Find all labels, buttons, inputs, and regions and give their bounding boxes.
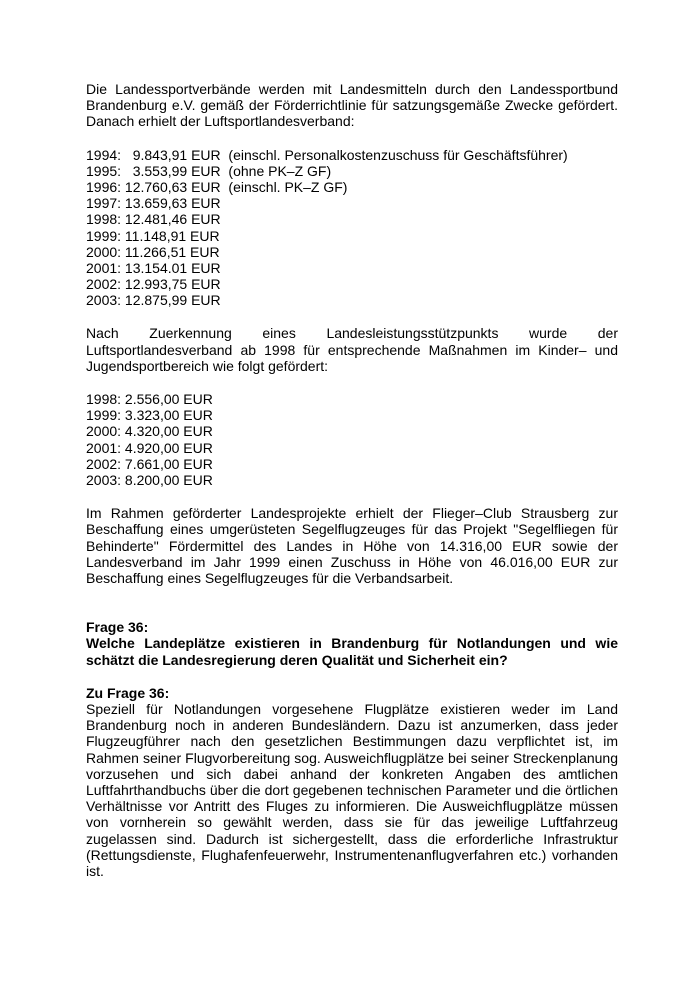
answer-text: Speziell für Notlandungen vorgesehene Flugplätze existieren weder im Land Brandenburg noch in anderen Bundesländern. Dazu ist anzumerken, dass jeder Flugzeugführer nach den gesetzlichen Bestimmungen dazu verpflichtet ist, im Rahmen seiner Flugvorbereitung sog. Ausweichflugplätze bei seiner Streckenplanung vorzusehen und sich dabei anhand der konkreten Angaben des amtlichen Luftfahrthandbuchs über die dort gegebenen technischen Parameter und die örtlichen Verhältnisse vor Antritt des Fluges zu informieren. Die Ausweichflugplätze müssen von vornherein so gewählt werden, dass sie für das jeweilige Luftfahrzeug zugelassen sind. Dadurch ist sichergestellt, dass die erforderliche Infrastruktur (Rettungsdienste, Flughafenfeuerwehr, Instrumentenanflugverfahren etc.) vorhanden ist.	[86, 701, 618, 880]
list-item: 1997: 13.659,63 EUR	[86, 195, 221, 212]
list-item: 1996: 12.760,63 EUR (einschl. PK–Z GF)	[86, 178, 348, 195]
list-item: 1994: 9.843,91 EUR (einschl. Personalkostenzuschuss für Geschäftsführer)	[86, 146, 568, 163]
answer-block	[86, 685, 618, 879]
list-item: 1998: 2.556,00 EUR	[86, 391, 213, 408]
question-label: Frage 36:	[86, 619, 149, 636]
list-item: 1999: 11.148,91 EUR	[86, 227, 220, 244]
answer-label: Zu Frage 36:	[86, 684, 170, 701]
list-item: 2003: 8.200,00 EUR	[86, 472, 213, 489]
list-item: 2001: 4.920,00 EUR	[86, 439, 213, 456]
list-item: 2000: 11.266,51 EUR	[86, 243, 220, 260]
projects-paragraph: Im Rahmen geförderter Landesprojekte erhielt der Flieger–Club Strausberg zur Beschaffung eines umgerüsteten Segelflugzeuges für das Projekt "Segelfliegen für Behinderte" Fördermittel des Landes in Höhe von 14.316,00 EUR sowie der Landesverband im Jahr 1999 einen Zuschuss in Höhe von 46.016,00 EUR zur Beschaffung eines Segelflugzeuges für die Verbandsarbeit.	[86, 505, 618, 587]
list-item: 2002: 12.993,75 EUR	[86, 276, 221, 293]
question-text: Welche Landeplätze existieren in Brandenburg für Notlandungen und wie schätzt die Landesregierung deren Qualität und Sicherheit ein?	[86, 635, 618, 668]
youth-paragraph: Nach Zuerkennung eines Landesleistungsstützpunkts wurde der Luftsportlandesverband ab 1998 für entsprechende Maßnahmen im Kinder– und Jugendsportbereich wie folgt gefördert:	[86, 325, 618, 374]
funding-list	[86, 147, 618, 309]
intro-paragraph: Die Landessportverbände werden mit Landesmitteln durch den Landessportbund Brandenburg e.V. gemäß der Förderrichtlinie für satzungsgemäße Zwecke gefördert. Danach erhielt der Luftsportlandesverband:	[86, 81, 618, 130]
list-item: 2003: 12.875,99 EUR	[86, 292, 221, 309]
youth-funding-list	[86, 391, 618, 488]
list-item: 1999: 3.323,00 EUR	[86, 407, 213, 424]
list-item: 2000: 4.320,00 EUR	[86, 423, 213, 440]
list-item: 2002: 7.661,00 EUR	[86, 455, 213, 472]
document-body	[86, 81, 618, 879]
list-item: 1998: 12.481,46 EUR	[86, 211, 221, 228]
list-item: 2001: 13.154.01 EUR	[86, 259, 221, 276]
question-block	[86, 619, 618, 668]
list-item: 1995: 3.553,99 EUR (ohne PK–Z GF)	[86, 162, 332, 179]
